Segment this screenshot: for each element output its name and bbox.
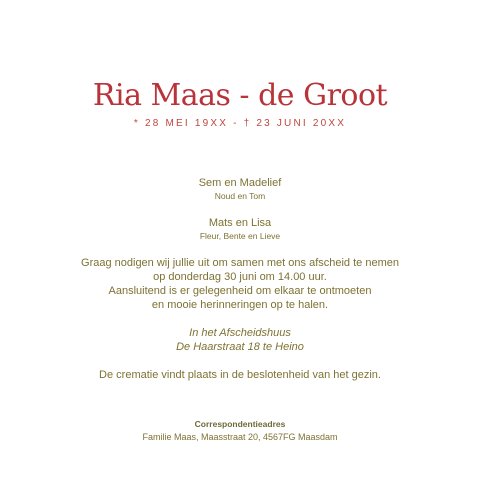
family-group-1 — [0, 176, 480, 202]
invitation-line: Aansluitend is er gelegenheid om elkaar te ontmoeten — [108, 285, 372, 297]
cremation-note: De crematie vindt plaats in de beslotenheid van het gezin. — [99, 369, 381, 381]
invitation-line: op donderdag 30 juni om 14.00 uur. — [153, 271, 327, 283]
correspondence-address: Familie Maas, Maasstraat 20, 4567FG Maasdam — [142, 432, 338, 442]
location-text — [0, 326, 480, 354]
children-names: Mats en Lisa — [208, 217, 272, 229]
life-dates: * 28 MEI 19XX - † 23 JUNI 20XX — [133, 118, 347, 129]
family-group-2 — [0, 216, 480, 242]
children-names: Sem en Madelief — [198, 177, 282, 189]
invitation-line: en mooie herinneringen op te halen. — [151, 299, 329, 311]
location-line: In het Afscheidshuus — [189, 327, 291, 339]
deceased-name: Ria Maas - de Groot — [92, 78, 388, 113]
correspondence-block — [0, 418, 480, 444]
card-body — [0, 176, 480, 382]
invitation-line: Graag nodigen wij jullie uit om samen met ons afscheid te nemen — [81, 257, 399, 269]
correspondence-label: Correspondentieadres — [194, 419, 286, 429]
grandchildren-names: Noud en Tom — [214, 191, 266, 201]
invitation-text — [0, 256, 480, 312]
grandchildren-names: Fleur, Bente en Lieve — [199, 231, 281, 241]
location-line: De Haarstraat 18 te Heino — [176, 341, 304, 353]
